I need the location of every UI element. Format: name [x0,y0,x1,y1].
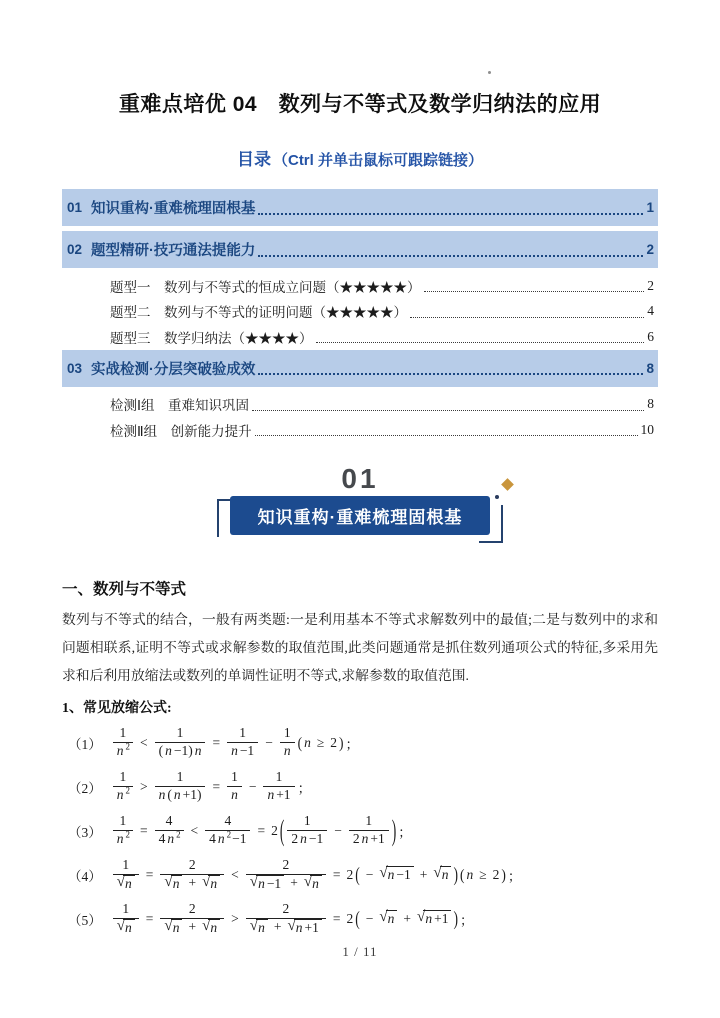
variable: n [283,743,291,758]
radicand [423,910,451,927]
operator: − [365,866,374,882]
fraction [155,813,184,848]
toc-item-label: 检测Ⅰ组 重难知识巩固 [110,398,249,414]
formula-label: （2） [68,780,102,796]
numerator [185,901,200,918]
toc-item-number: 02 [67,242,83,257]
formula-row [68,765,720,809]
square-root [417,910,451,927]
denominator [246,874,326,893]
math-text: ( [167,787,172,802]
variable: n [304,734,311,750]
square-root [304,875,322,893]
intro-paragraph: 数列与不等式的结合，一般有两类题:一是利用基本不等式求解数列中的最值;二是与数列中的求和问题相联系,证明不等式或求解参数的取值范围,此类问题通常是抓住数列通项公式的特征,多采用先求和后利用放缩法或数列的单调性证明不等式,求解参数的取值范围. [62,611,658,683]
left-paren: ( [279,813,285,847]
fraction [113,769,133,804]
numerator [162,813,177,830]
math-text: +1 [276,787,291,802]
square-root [433,866,451,883]
toc-item-page: 6 [647,328,654,344]
toc-item-02[interactable] [62,231,658,268]
toc-item-number: 01 [67,200,83,215]
square-root [202,875,220,893]
operator: = [145,910,154,926]
operator: = [332,910,341,926]
math-text: −1 [308,831,324,846]
math-text: 1 [283,725,291,741]
fraction [280,725,295,760]
variable: n [116,787,124,802]
math-text: 1 [365,813,373,829]
math-text: −1 [396,867,411,882]
paren-group [459,867,507,883]
right-paren: ) [453,906,458,930]
paren-group [354,862,459,886]
denominator [113,874,139,893]
math-text: 2 [282,856,290,872]
math-text: ( [158,743,164,758]
variable: n [258,875,265,891]
square-root [117,875,135,893]
operator: + [290,875,298,890]
radical-icon: √ [287,917,296,934]
square-root [287,919,321,937]
radicand [386,866,414,883]
math-text: +1 [434,911,449,926]
variable: n [167,831,175,846]
fraction [205,813,250,848]
numerator [173,769,188,786]
math-text: 1 [176,769,184,785]
operator: = [257,822,266,838]
math-text: +1) [182,787,202,802]
operator: < [139,734,148,750]
math-text: 2 [188,900,196,916]
variable: n [116,831,124,846]
math-text: 1 [119,725,127,741]
math-text: 1 [239,725,246,741]
denominator [155,830,184,848]
superscript: 2 [125,741,130,752]
variable: n [210,919,218,935]
left-paren: ( [355,906,360,930]
operator: + [188,875,197,890]
math-text: 2 [346,910,354,926]
dotted-leader [410,305,644,318]
formula-row [68,897,720,941]
formula-math [111,769,312,804]
fraction [246,857,326,893]
superscript: 2 [226,829,232,840]
math-text: ； [507,868,522,884]
variable: n [267,787,275,802]
toc-item-page: 2 [647,277,654,293]
variable: n [231,787,238,802]
variable: n [125,919,132,935]
toc-item-label: 检测Ⅱ组 创新能力提升 [110,423,252,439]
toc-item-label: 题型精研·技巧通法提能力 [91,243,256,259]
math-text: 2 [188,856,196,872]
toc-item-page: 1 [646,200,654,215]
toc-item-test1[interactable] [62,392,658,418]
dotted-leader [252,398,644,411]
dotted-leader [424,279,645,292]
dotted-leader [258,361,643,375]
radicand [256,875,284,893]
numerator [185,857,200,874]
numerator [118,901,133,918]
math-text: 1 [119,769,127,785]
numerator [118,857,133,874]
math-text: −1 [239,743,255,758]
right-paren: ) [501,865,506,884]
left-paren: ( [459,865,465,884]
radical-icon: √ [379,908,388,925]
radical-icon: √ [164,917,173,934]
toc-item-page: 4 [647,303,654,319]
denominator [287,830,327,848]
section-number: 01 [341,462,379,494]
numerator [272,769,287,786]
operator: = [139,822,148,838]
right-paren: ) [391,813,397,847]
denominator [246,918,326,937]
radical-icon: √ [116,917,126,934]
paren-content [303,735,338,751]
math-text: 1 [122,900,130,916]
toc-item-test2[interactable] [62,417,658,443]
variable: n [387,867,395,882]
toc-item-label: 题型二 数列与不等式的证明问题（★★★★★） [110,305,407,321]
math-text: 1 [119,813,127,829]
operator: − [265,734,273,750]
toc-item-number: 03 [67,360,83,376]
variable: n [425,911,433,926]
math-text: 1 [122,856,130,872]
fraction [349,813,389,848]
toc-heading-label: 目录 [236,150,271,169]
square-root [164,919,182,937]
toc-item-page: 8 [647,396,654,412]
fraction [113,901,139,937]
superscript: 2 [125,829,130,840]
radicand [294,919,322,937]
math-text: 2 [271,822,278,838]
radical-icon: √ [433,864,442,881]
variable: n [258,919,265,935]
math-text: +1 [304,919,319,935]
paren-group [279,813,397,848]
fraction [246,901,326,937]
dotted-leader [316,330,645,343]
operator: = [212,734,221,750]
math-text: ； [398,824,412,840]
fraction [155,725,206,760]
left-paren: ( [355,862,360,886]
numerator [280,725,295,742]
math-text: 1 [231,769,238,785]
subsection-heading: 一、数列与不等式 [62,580,187,598]
left-paren: ( [297,733,303,752]
formula-list [68,721,720,941]
paren-group [297,735,345,751]
toc-item-type2[interactable] [62,299,658,325]
denominator [349,830,389,848]
square-root [379,910,397,927]
denominator [227,742,258,760]
variable: n [172,919,180,935]
variable: n [172,875,180,891]
denominator [160,918,224,937]
square-root [164,875,182,893]
page-number: 1 / 11 [342,944,378,959]
paren-group [354,906,459,930]
sparkle-dot-icon [495,495,499,499]
formula-row [68,809,720,853]
page-title: 重难点培优 04 数列与不等式及数学归纳法的应用 [118,93,602,116]
toc-item-type3[interactable] [62,324,658,350]
radical-icon: √ [202,917,211,934]
math-text: −1 [266,875,282,891]
math-text: ； [297,780,312,796]
operator: = [332,866,341,882]
table-of-contents [62,189,658,443]
operator: + [403,910,412,926]
superscript: 2 [125,785,130,796]
radical-icon: √ [303,873,313,890]
numerator [173,725,188,742]
math-text: 4 [158,831,166,846]
toc-item-03[interactable] [62,350,658,387]
radical-icon: √ [249,873,259,890]
fraction [287,813,327,848]
formula-label: （1） [68,736,102,752]
numerator [278,901,293,918]
denominator [227,786,242,804]
numerator [278,857,293,874]
toc-item-label: 题型三 数学归纳法（★★★★） [110,330,313,346]
denominator [113,742,133,760]
formula-label: （5） [68,912,102,928]
denominator [205,830,250,848]
toc-heading-hint: （Ctrl 并单击鼠标可跟踪链接） [272,152,483,169]
toc-item-type1[interactable] [62,273,658,299]
formula-math [111,901,475,937]
radical-icon: √ [379,864,388,881]
square-root [250,875,284,893]
operator: < [231,866,239,882]
paren-content [465,867,500,883]
variable: n [441,867,449,882]
formula-math [111,725,360,760]
toc-item-label: 题型一 数列与不等式的恒成立问题（★★★★★） [110,279,421,295]
toc-item-label: 知识重构·重难梳理固根基 [91,201,256,217]
numerator [227,769,242,786]
toc-item-page: 10 [640,421,654,437]
toc-item-01[interactable] [62,189,658,226]
operator: = [212,778,221,794]
paren-content [285,813,390,848]
formula-math [111,813,413,848]
denominator [113,786,133,804]
variable: n [295,919,303,935]
denominator [113,830,133,848]
math-text: 4 [224,813,232,829]
variable: n [165,743,172,758]
fraction [155,769,206,804]
denominator [280,742,295,760]
math-text: −1) [173,743,193,758]
numerator [220,813,235,830]
toc-heading [0,145,720,170]
variable: n [312,875,319,891]
operator: ≥ [316,734,325,750]
square-root [250,919,268,937]
math-text: 1 [176,725,184,741]
math-text: ； [459,912,474,928]
operator: + [273,919,282,934]
fraction [227,725,258,760]
toc-item-page: 8 [646,360,654,376]
variable: n [387,911,395,926]
radical-icon: √ [249,917,259,934]
fraction [113,813,133,848]
math-text: 2 [352,831,360,846]
operator: > [139,778,148,794]
scan-speck [488,71,491,74]
math-text: 1 [303,813,311,829]
radical-icon: √ [164,873,173,890]
numerator [300,813,315,830]
formulas-heading: 1、常见放缩公式: [62,700,172,716]
right-paren: ) [453,862,458,886]
formula-math [111,857,523,893]
square-root [117,919,135,937]
radical-icon: √ [417,908,426,925]
math-text: ； [345,736,359,752]
variable: n [173,787,181,802]
numerator [115,813,130,830]
fraction [113,725,133,760]
numerator [361,813,376,830]
math-text: −1 [232,831,247,846]
denominator [113,918,139,937]
math-text: +1 [370,831,385,846]
variable: n [217,831,225,846]
denominator [160,874,224,893]
math-text: 2 [346,866,354,882]
denominator [263,786,294,804]
variable: n [194,743,202,758]
square-root [202,919,220,937]
operator: + [188,919,197,934]
math-text: 4 [209,831,216,846]
variable: n [466,866,474,882]
fraction [160,901,224,937]
section-01-badge [0,462,720,535]
variable: n [210,875,218,891]
section-banner-wrap [230,496,491,535]
square-root [379,866,413,883]
section-banner-title: 知识重构·重难梳理固根基 [230,496,491,535]
variable: n [125,875,132,891]
numerator [235,725,250,742]
paren-content [361,910,453,927]
denominator [155,742,206,760]
denominator [155,786,206,804]
variable: n [116,743,124,758]
fraction [227,769,242,804]
fraction [160,857,224,893]
math-text: 2 [291,831,299,846]
right-paren: ) [338,733,344,752]
superscript: 2 [176,829,181,840]
operator: ≥ [479,866,487,882]
paren-content [361,866,453,883]
numerator [115,725,130,742]
formula-label: （3） [68,824,102,840]
math-text: 1 [275,769,283,785]
operator: − [334,822,342,838]
radical-icon: √ [116,873,126,890]
operator: > [231,910,239,926]
math-text: 2 [330,734,337,750]
fraction [113,857,139,893]
fraction [263,769,294,804]
formula-row [68,853,720,897]
dotted-leader [258,243,643,257]
toc-item-page: 2 [646,242,654,257]
math-text: 2 [492,866,500,882]
operator: + [419,866,428,882]
variable: n [300,831,307,846]
dotted-leader [255,423,638,436]
radical-icon: √ [202,873,211,890]
numerator [115,769,130,786]
math-text: 4 [165,813,173,829]
variable: n [361,831,369,846]
dotted-leader [258,201,643,215]
variable: n [158,787,166,802]
formula-row [68,721,720,765]
operator: − [365,910,374,926]
toc-item-label: 实战检测·分层突破验成效 [91,361,256,378]
operator: − [248,778,257,794]
variable: n [231,743,238,758]
operator: = [145,866,154,882]
math-text: 2 [282,900,290,916]
formula-label: （4） [68,868,102,884]
operator: < [190,822,199,838]
